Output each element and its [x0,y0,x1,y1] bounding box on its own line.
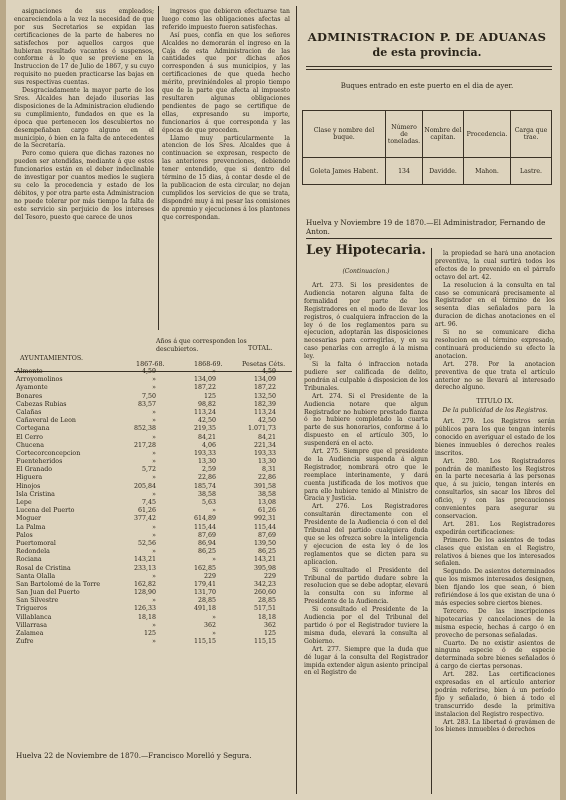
value-total: 193,33 [253,449,276,457]
value-1867: 377,42 [133,515,156,523]
table-caption: Años á que corresponden los descubiertos. [156,338,247,353]
table-row [16,409,306,417]
municipio-name: Cortecorconcepcion [16,449,81,457]
value-total: 1.071,73 [247,425,276,433]
value-1867: 125 [143,630,156,637]
section-heading: De la publicidad de los Registros. [442,407,548,415]
municipio-name: San Juan del Puerto [16,589,80,597]
value-1868: 22,86 [197,474,216,482]
table-row [16,401,306,409]
ley-title: Ley Hipotecaria. [306,243,426,258]
ley-column-a [304,282,428,794]
article: Art. 282. Las certificaciones expresadas en el artículo anterior podrán referirse, bien á un período fijo y señalado, ó bien á todo el transcurrido desde la primitiva instalacion del Registro respectivo. [435,671,555,718]
value-1867: 143,21 [133,556,156,564]
value-1867: » [152,458,156,466]
ships-table [302,110,552,185]
value-1867: 52,56 [137,539,156,547]
table-row [16,491,306,499]
table-row [16,474,306,482]
value-1868: 5,63 [201,499,216,506]
table-row [16,540,306,548]
municipio-name: Lucena del Puerto [16,507,75,515]
table-row [16,597,306,605]
header-total-units: Pesetas Céts. [242,360,286,368]
table-row [16,524,306,532]
article: Segundo. De asientos determinados que los mismos interesados designen, bien fijando los que sean, ó bien refiriéndose á los que existan de una ó más especies sobre ciertos bienes. [435,568,555,607]
value-total: 4,59 [261,368,276,375]
header-municipios: AYUNTAMIENTOS. [20,354,84,362]
value-total: 38,58 [257,490,276,498]
value-1867: 83,57 [137,400,156,408]
article: Primero. De los asientos de todas clases que existan en el Registro, relativos á bienes que los interesados señalen. [435,536,555,568]
municipio-name: Puertomoral [16,539,56,547]
value-1867: » [152,548,156,556]
table-row [16,507,306,515]
table-row [16,548,306,556]
value-1868: 179,41 [193,580,216,588]
value-1867: 7,50 [141,392,156,400]
value-total: 992,31 [253,515,276,523]
value-1867: » [152,523,156,531]
circular-text-column-2 [162,8,290,338]
municipio-name: Santa Olalla [16,572,56,580]
value-1867: 128,90 [133,589,156,597]
municipio-name: Zalamea [16,630,44,637]
vessel-name: Goleta James Habent. [303,158,386,185]
value-total: 229 [263,572,276,580]
value-total: 22,86 [257,474,276,482]
value-1868: » [212,368,216,375]
value-total: 362 [263,621,276,629]
table-row [16,458,306,466]
value-1867: » [152,474,156,482]
article: Art. 278. Por la anotacion preventiva de que trata el artículo anterior no se llevará al interesado derecho alguno. [435,360,555,392]
table-row [16,393,306,401]
divider [306,69,552,70]
value-total: 61,26 [257,507,276,515]
value-total: 115,44 [253,523,276,531]
value-total: 395,98 [253,564,276,572]
value-1867: » [152,408,156,416]
table-row [16,368,306,376]
municipio-name: Higuera [16,474,43,482]
value-1867: 4,59 [141,368,156,375]
table-row [16,638,306,646]
header-vessel: Clase y nombre del buque. [303,111,386,158]
table-row [16,376,306,384]
municipio-name: Villablanca [16,613,52,621]
value-1867: 205,84 [133,482,156,490]
table-row [16,589,306,597]
value-1868: 115,15 [193,638,216,646]
value-1867: » [152,597,156,605]
value-1868: 28,85 [197,597,216,605]
article: Si no se comunicare dicha resolucion en el término expresado, continuará produciendo su efecto la anotacion. [435,329,555,360]
value-total: 115,15 [253,638,276,646]
municipio-name: Arroyomolinos [16,376,63,384]
value-total: 221,34 [253,441,276,449]
value-total: 42,50 [257,417,276,425]
municipio-name: Villarrasa [16,621,47,629]
value-1867: 18,18 [137,613,156,621]
municipio-name: Zufre [16,638,34,646]
value-1868: 131,70 [193,589,216,597]
value-1868: 86,94 [197,539,216,547]
divider [306,66,552,67]
table-row [303,158,552,185]
value-1868: 134,09 [193,376,216,384]
debts-table [16,368,306,646]
article: Tercero. De las inscripciones hipotecarias y cancelaciones de la misma especie, hechas á cargo ó en provecho de personas señaladas. [435,607,555,639]
municipio-name: Trigueros [16,605,48,613]
aduanas-subtitle: de esta provincia. [372,46,482,59]
value-1868: 84,21 [197,433,216,441]
table-row [16,434,306,442]
value-1868: 115,44 [193,523,216,531]
municipio-name: Cañaveral de Leon [16,417,76,425]
value-1868: 86,25 [197,548,216,556]
municipio-name: Rociana [16,556,42,564]
value-1867: 217,28 [133,441,156,449]
municipio-name: Moguer [16,515,42,523]
table-row [16,442,306,450]
municipio-name: Cortegana [16,425,50,433]
value-1867: » [152,417,156,425]
municipio-name: Chucena [16,441,44,449]
table-row [16,499,306,507]
value-1867: » [152,449,156,457]
value-total: 139,50 [253,539,276,547]
value-1868: 187,22 [193,384,216,392]
circular-text-column-1 [14,8,154,338]
value-1867: 162,82 [133,580,156,588]
table-row [16,483,306,491]
value-total: 113,24 [253,408,276,416]
value-1868: 491,18 [193,605,216,613]
value-total: 391,58 [253,482,276,490]
header-1867: 1867-68. [136,360,165,368]
value-1867: » [152,490,156,498]
value-total: 143,21 [253,556,276,564]
value-1868: » [212,556,216,564]
aduanas-signature: Huelva y Noviembre 19 de 1870.—El Administrador, Fernando de Anton. [306,218,546,236]
arrivals-heading: Buques entrado en este puerto en el dia de ayer. [340,82,514,90]
article: Si la falta ó infraccion notada pudiere ser calificada de delito, pondrán al culpable á disposicion de los Tribunales. [304,361,428,392]
table-row [16,622,306,630]
value-1868: 13,30 [197,458,216,466]
table-row [16,515,306,523]
value-total: 132,50 [253,392,276,400]
municipio-name: La Palma [16,523,46,531]
value-1868: 193,33 [193,449,216,457]
value-1868: 2,59 [201,466,216,474]
table-row [16,466,306,474]
municipio-name: Cabezas Rubias [16,400,67,408]
value-1867: 5,72 [141,466,156,474]
aduanas-title: ADMINISTRACION P. DE ADUANAS [307,30,547,44]
article: la propiedad se hará una anotacion preventiva, la cual surtirá todos los efectos de lo prevenido en el párrafo octavo del art. 42. [435,250,555,281]
tonnage: 134 [386,158,423,185]
value-1868: 42,50 [197,417,216,425]
value-1868: 38,58 [197,490,216,498]
article: Art. 277. Siempre que la duda que dé lugar á la consulta del Registrador impida extender algun asiento principal en el Registro de [304,645,428,677]
table-row [16,614,306,622]
value-1867: 233,13 [133,564,156,572]
value-1868: 4,06 [201,441,216,449]
table-row [16,450,306,458]
header-1868: 1868-69. [194,360,223,368]
divider [306,238,552,239]
value-1868: 614,89 [193,515,216,523]
value-1867: » [152,621,156,629]
paragraph: Llamo muy particularmente la atencion de los Sres. Alcaldes que á continuacion se expresan, respecto de las anteriores prevenciones, debiendo tener entendido, que si dentro del término de 15 dias, á contar desde el de la publicacion de esta circular, no dejan cumplidos los servicios de que se trata, dispondré muy á mi pesar las comisiones de apremio y ejecuciones á los plantones que correspondan. [162,134,290,221]
municipio-name: Fuenteheridos [16,458,63,466]
value-1868: 219,35 [193,425,216,433]
value-1868: 185,74 [193,482,216,490]
value-total: 8,31 [261,466,276,474]
value-total: 260,60 [253,589,276,597]
paragraph: Así pues, confía en que los señores Alcaldes no demorarán el ingreso en la Caja de esta Administracion de las cantidades que por dichas años corresponden á sus municipios, y las certificaciones de que queda hecho mérito, previniéndoles al propio tiempo que de la parte que afecta al impuesto resultaren algunas obligaciones pendientes de pago se certifique de ellas, expresando su importe, funcionarios á que corresponda y las épocas de que proceden. [162,31,290,134]
value-1867: » [152,384,156,392]
captain: Davidde. [423,158,464,185]
municipio-name: Hinojos [16,482,41,490]
municipio-name: Calañas [16,408,42,416]
table-row [16,417,306,425]
article: Cuarto. De no existir asientos de ninguna especie ó de especie determinada sobre bienes señalados ó á cargo de ciertas personas. [435,639,555,671]
value-1867: 126,33 [133,605,156,613]
newspaper-page [6,0,560,800]
value-1868: 162,85 [193,564,216,572]
origin: Mahon. [464,158,511,185]
article: Art. 279. Los Registros serán públicos para los que tengan interés conocido en averiguar el estado de los bienes inmuebles ó derechos reales inscritos. [435,418,555,457]
value-total: 87,69 [257,531,276,539]
value-1867: 7,45 [141,499,156,506]
table-row [16,573,306,581]
value-1868: 229 [203,572,216,580]
value-1868: » [212,613,216,621]
title-ix: TITULO IX. [476,397,514,406]
value-total: 517,51 [253,605,276,613]
value-total: 134,09 [253,376,276,384]
article: Art. 280. Los Registradores pondrán de manifiesto los Registros en la parte necesaria á las personas que, á su juicio, tengan interés en consultarlos, sin sacar los libros del oficio, y con las precauciones convenientes para asegurar su conservacion. [435,457,555,520]
value-1868: » [212,507,216,515]
value-total: 18,18 [257,613,276,621]
article: Art. 276. Los Registradores consultarán directamente con el Presidente de la Audiencia ó con el del Tribunal del partido cualquiera duda que se les ofrezca sobre la inteligencia y ejecucion de esta ley ó de los reglamentos que se dicten para su aplicacion. [304,503,428,566]
paragraph: ingresos que debieron efectuarse tan luego como las obligaciones afectas al referido impuesto fueron satisfechas. [162,8,290,31]
value-1868: 87,69 [197,531,216,539]
value-1867: 61,26 [137,507,156,515]
value-1868: 98,82 [197,400,216,408]
value-total: 187,22 [253,384,276,392]
paragraph: asignaciones de sus empleados; encareciendola a la vez la necesidad de que por sus Secretarios se expidan las certificaciones de la parte de haberes no satisfechos por aquellos cargos que hubieran resultado vacantes ó suspensos, conforme á lo que se previene en la Instruccion de 17 de Julio de 1867, y su cuyo requisito no pueden practicarse las bajas en sus respectivas cuentas. [14,8,154,87]
municipio-name: El Cerro [16,433,43,441]
table-row [16,605,306,613]
value-total: 84,21 [257,433,276,441]
municipio-name: Bonares [16,392,43,400]
article: Art. 273. Si los presidentes de Audiencia notaren alguna falta de formalidad por parte de los Registradores en el modo de llevar los registros, ó cualquiera infraccion de la ley ó de los reglamentos para su ejecucion, adoptarán las disposiciones necesarias para corregirlas, y en su caso penarlas con arreglo á la misma ley. [304,282,428,361]
article: La resolucion á la consulta en tal caso se comunicará precisamente al Registrador en el término de los sesenta dias señalados para la duracion de dichas anotaciones en el art. 96. [435,281,555,329]
value-total: 86,25 [257,548,276,556]
value-1867: » [152,638,156,646]
article: Art. 274. Si el Presidente de la Audiencia notare que algun Registrador no hubiere prestado fianza ó no hubiere completado la cuarta parte de sus honorarios, conforme á lo dispuesto en el artículo 305, lo suspenderá en el acto. [304,392,428,448]
value-total: 28,85 [257,597,276,605]
municipio-name: Palos [16,531,33,539]
table-row [16,565,306,573]
paragraph: Pero como quiera que dichas razones no pueden ser atendidas, mediante á que estos funcionarios están en el deber indeclinable de investigar por cuantos medios le sugiera su celo la procedencia y estado de los débitos, y por otra parte esta Administracion no puede tolerar por más tiempo la falta de este servicio sin perjuicio de los intereses del Tesoro, puesto que carece de unos [14,150,154,221]
table-row [16,556,306,564]
value-1868: » [212,630,216,637]
municipio-name: Ayamonte [16,384,48,392]
article: Si consultado el Presidente del Tribunal de partido dudare sobre la resolucion que se debe adoptar, elevará la consulta con su informe al Presidente de la Audiencia. [304,566,428,606]
continuation-label: (Continuacion.) [342,268,390,275]
cargo: Lastre. [511,158,552,185]
column-divider [158,6,159,330]
value-total: 13,30 [257,458,276,466]
paragraph: Desgraciadamente la mayor parte de los Sres. Alcaldes han dejado ilusorias las disposiciones de la Administracion eludiendo su cumplimiento, fundados en que es la época que pertenecen los descubiertos no desempeñaban cargo alguno en el municipio, ó bien en la falta de antecedentes de la Secretaría. [14,87,154,150]
municipio-name: Almonte [16,368,43,375]
table-row [16,425,306,433]
value-1867: » [152,531,156,539]
value-1867: » [152,433,156,441]
table-row [16,630,306,638]
table-row [16,532,306,540]
article: Si consultado el Presidente de la Audiencia por el del Tribunal del partido ó por el Registrador tuviere la misma duda, elevará la consulta al Gobierno. [304,606,428,645]
municipio-name: San Silvestre [16,597,59,605]
table-row [16,581,306,589]
value-1867: » [152,572,156,580]
table-row [16,384,306,392]
header-tonnage: Número de toneladas. [386,111,423,158]
article: Art. 275. Siempre que el presidente de la Audiencia suspenda á algun Registrador, nombrará otro que le reemplace interinamente, y dará cuenta justificada de los motivos que para ello hubiere tenido al Ministro de Gracia y Justicia. [304,448,428,503]
header-total: TOTAL. [248,344,273,352]
value-1867: 852,38 [133,425,156,433]
header-cargo: Carga que trae. [511,111,552,158]
value-1868: 113,24 [193,408,216,416]
municipio-name: Lepe [16,499,32,506]
value-total: 342,23 [253,580,276,588]
ley-column-b [435,250,555,796]
municipio-name: San Bartolomé de la Torre [16,580,101,588]
municipio-name: Isla Cristina [16,490,55,498]
header-captain: Nombre del capitan. [423,111,464,158]
column-divider [431,248,432,794]
value-1868: 125 [203,392,216,400]
municipio-name: Redondela [16,548,50,556]
municipio-name: El Granado [16,466,53,474]
value-total: 13,08 [257,499,276,506]
left-signature: Huelva 22 de Noviembre de 1870.—Francisco Morelló y Segura. [16,751,252,760]
article: Art. 283. La libertad ó gravámen de los bienes inmuebles ó derechos [435,718,555,734]
article: Art. 281. Los Registradores expedirán certificaciones: [435,520,555,536]
value-total: 182,39 [253,400,276,408]
value-1868: 362 [203,621,216,629]
header-origin: Procedencia. [464,111,511,158]
value-total: 125 [263,630,276,637]
value-1867: » [152,376,156,384]
municipio-name: Rosal de Cristina [16,564,71,572]
